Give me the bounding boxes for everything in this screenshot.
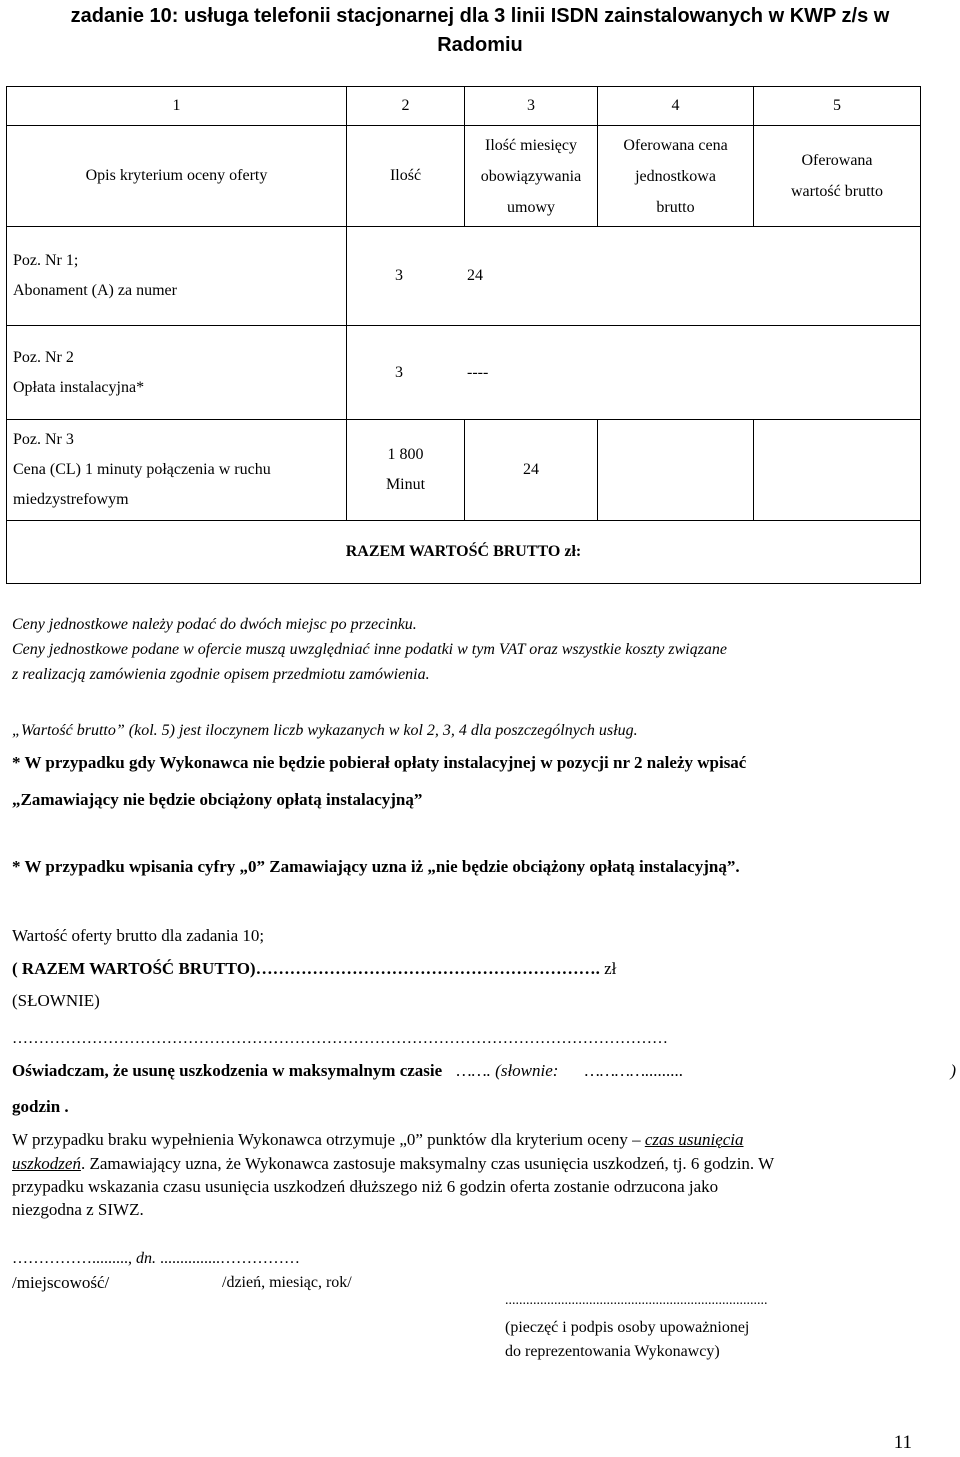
header-gross-value: Oferowana wartość brutto [754,126,921,227]
table-row [7,420,921,521]
note-prices-1: Ceny jednostkowe podane w ofercie muszą uwzględniać inne podatki w tym VAT oraz wszystkie koszty związane [12,641,728,658]
date-label: /dzień, miesiąc, rok/ [222,1274,352,1291]
offer-value-label: Wartość oferty brutto dla zadania 10; [12,926,265,945]
signature-label: (pieczęć i podpis osoby upoważnionej do reprezentowania Wykonawcy) [505,1319,750,1360]
note-installation-1: * W przypadku gdy Wykonawca nie będzie pobierał opłaty instalacyjnej w pozycji nr 2 należy wpisać [12,753,747,772]
table-row [7,227,921,326]
warning-line-3: przypadku wskazania czasu usunięcia uszkodzeń dłuższego niż 6 godzin oferta zostanie odrzucona jako [12,1177,719,1196]
col-num-4: 4 [598,87,754,126]
total-label: RAZEM WARTOŚĆ BRUTTO zł: [7,521,921,584]
row2-months: ---- [467,363,489,381]
row2-label: Poz. Nr 2 Opłata instalacyjna* [7,326,347,420]
col-num-3: 3 [465,87,598,126]
page-number: 11 [893,1432,912,1453]
signature-dots: ........................................................................... [505,1293,768,1308]
repair-hours-unit: godzin . [12,1097,69,1116]
offer-in-words: (SŁOWNIE) [12,991,100,1010]
warning-line-4: niezgodna z SIWZ. [12,1200,144,1219]
column-number-row [7,87,921,126]
header-row [7,126,921,227]
title-line-1: zadanie 10: usługa telefonii stacjonarnej dla 3 linii ISDN zainstalowanych w KWP z/s w [70,5,890,27]
pricing-table [6,86,921,584]
offer-dots-line: …………………………………………………………………………………………………………… [12,1030,668,1047]
col-num-2: 2 [347,87,465,126]
header-quantity: Ilość [347,126,465,227]
place-date-dots: ……………........., dn. ...............…………… [12,1250,300,1267]
header-criterion: Opis kryterium oceny oferty [7,126,347,227]
col-num-5: 5 [754,87,921,126]
row3-months: 24 [465,420,598,521]
row3-unit-price [598,420,754,521]
page-title [0,2,960,60]
note-decimal-places: Ceny jednostkowe należy podać do dwóch miejsc po przecinku. [12,616,417,633]
offer-total-line: ( RAZEM WARTOŚĆ BRUTTO)……………………………………………………. zł [12,959,617,978]
note-prices-2: z realizacją zamówienia zgodnie opisem przedmiotu zamówienia. [12,666,430,683]
row3-label: Poz. Nr 3 Cena (CL) 1 minuty połączenia w ruchu miedzystrefowym [7,420,347,521]
warning-line-2: uszkodzeń. Zamawiający uzna, że Wykonawca zastosuje maksymalny czas usunięcia uszkodzeń, tj. 6 godzin. W [12,1154,775,1173]
row3-gross-value [754,420,921,521]
note-installation-2: „Zamawiający nie będzie obciążony opłatą instalacyjną” [12,790,423,809]
repair-time-statement: Oświadczam, że usunę uszkodzenia w maksymalnym czasie ……. (słownie: …………......... ) [12,1061,956,1080]
row3-qty: 1 800 Minut [347,420,465,521]
table-row [7,326,921,420]
row1-values [347,227,921,326]
row2-qty: 3 [395,363,403,381]
header-months: Ilość miesięcy obowiązywania umowy [465,126,598,227]
note-installation-3: * W przypadku wpisania cyfry „0” Zamawiający uzna iż „nie będzie obciążony opłatą instalacyjną”. [12,857,740,876]
row1-label: Poz. Nr 1; Abonament (A) za numer [7,227,347,326]
total-row [7,521,921,584]
place-label: /miejscowość/ [12,1273,110,1292]
title-line-2: Radomiu [437,34,523,56]
warning-line-1: W przypadku braku wypełnienia Wykonawca otrzymuje „0” punktów dla kryterium oceny – czas usunięcia [12,1130,744,1149]
note-gross-value: „Wartość brutto” (kol. 5) jest iloczynem liczb wykazanych w kol 2, 3, 4 dla poszczególnych usług. [12,722,638,739]
row2-values [347,326,921,420]
row1-months: 24 [467,267,483,284]
row1-qty: 3 [395,267,403,284]
header-unit-price: Oferowana cena jednostkowa brutto [598,126,754,227]
col-num-1: 1 [7,87,347,126]
